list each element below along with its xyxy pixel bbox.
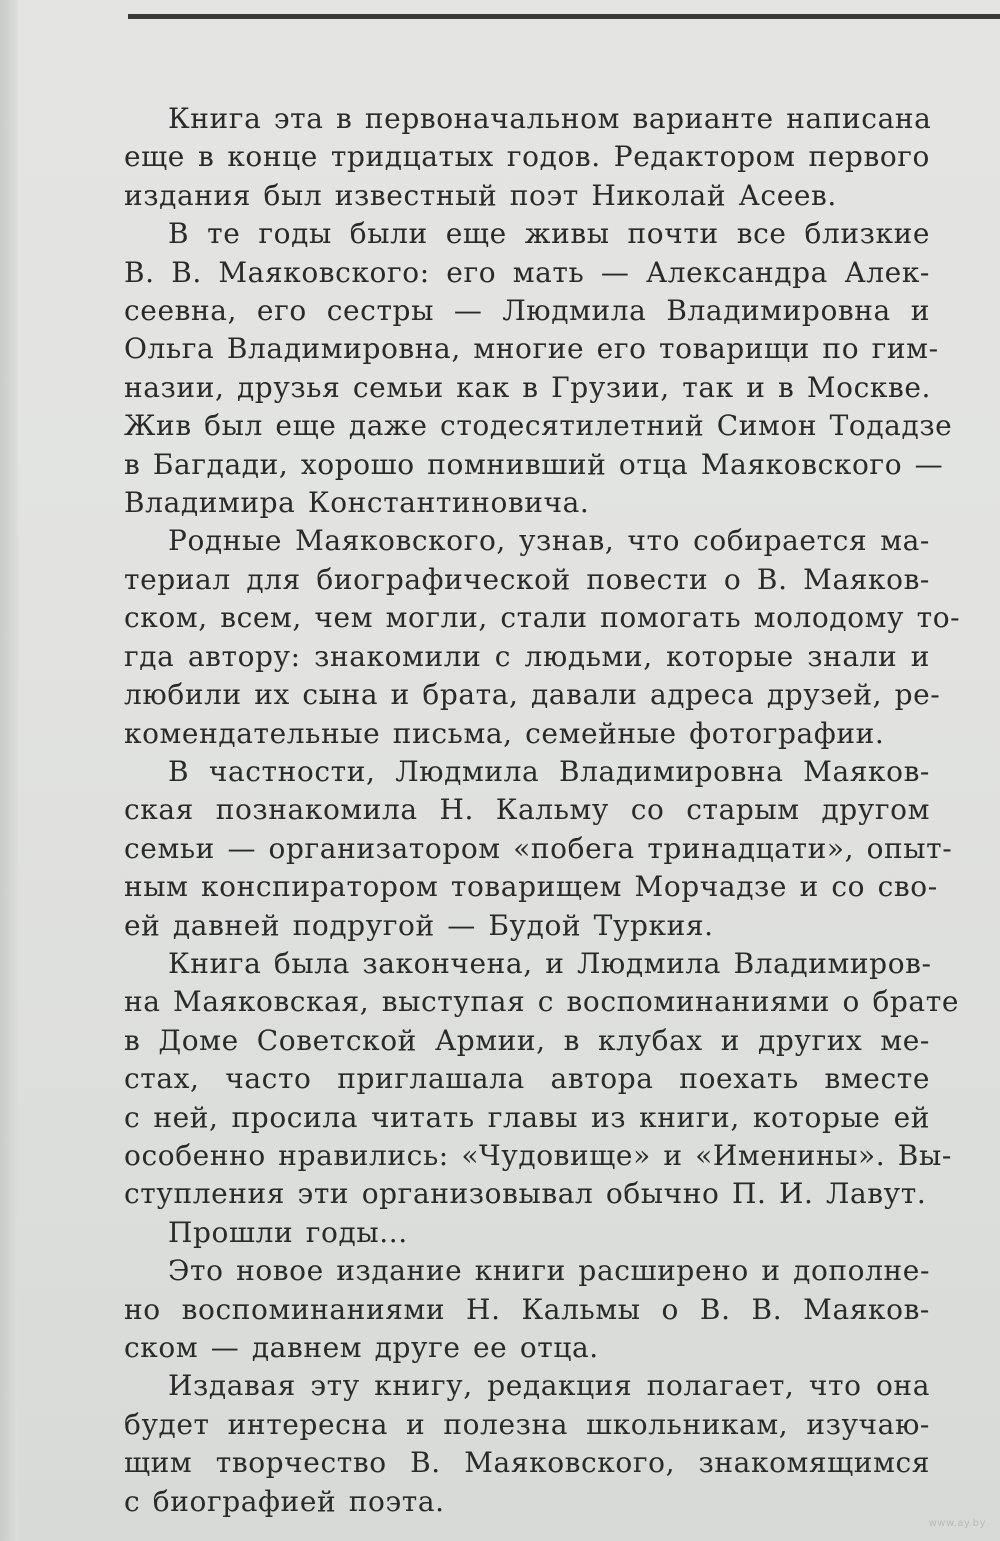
text-line: ском — давнем друге ее отца.	[124, 1331, 599, 1364]
text-line: любили их сына и брата, давали адреса друзей, ре-	[124, 678, 941, 712]
text-line: Жив был еще даже стодесятилетний Симон Тодадзе	[124, 409, 953, 443]
text-line: будет интересна и полезна школьникам, изучаю-	[124, 1407, 930, 1441]
paragraph	[124, 945, 959, 1214]
text-line: в Багдади, хорошо помнивший отца Маяковского —	[124, 447, 944, 481]
text-line: но воспоминаниями Н. Кальмы о В. В. Маяков-	[124, 1292, 930, 1326]
text-line: Издавая эту книгу, редакция полагает, что она	[168, 1369, 930, 1403]
text-line: Владимира Константиновича.	[124, 486, 590, 520]
text-line: с биографией поэта.	[124, 1484, 445, 1518]
text-line: издания был известный поэт Николай Асеев.	[124, 178, 837, 212]
text-line: сеевна, его сестры — Людмила Владимировна и	[124, 294, 930, 328]
text-line: Ольга Владимировна, многие его товарищи по гим-	[124, 332, 939, 366]
paragraph	[124, 100, 930, 215]
text-line: ская познакомила Н. Кальму со старым другом	[124, 793, 930, 827]
text-line: ступления эти организовывал обычно П. И. Лавут.	[124, 1177, 927, 1211]
paragraph	[124, 753, 953, 945]
text-line: с ней, просила читать главы из книги, которые ей	[124, 1100, 930, 1134]
text-line: назии, друзья семьи как в Грузии, так и в Москве.	[124, 370, 932, 404]
top-rule	[128, 14, 1000, 19]
text-line: комендательные письма, семейные фотографии.	[124, 716, 885, 750]
text-line: щим творчество В. Маяковского, знакомящимся	[124, 1446, 930, 1480]
text-line: В. В. Маяковского: его мать — Александра Алек-	[124, 255, 930, 289]
paragraph	[124, 1252, 930, 1367]
text-line: ей давней подругой — Будой Туркия.	[124, 908, 714, 942]
text-line: Прошли годы...	[168, 1215, 408, 1249]
paragraph	[124, 522, 961, 752]
site-watermark: www.ay.by	[928, 1518, 986, 1529]
text-line: ском, всем, чем могли, стали помогать молодому то-	[124, 601, 961, 635]
paragraph	[124, 1214, 930, 1252]
text-line: на Маяковская, выступая с воспоминаниями о брате	[124, 985, 959, 1019]
paragraph	[124, 1367, 930, 1521]
text-line: стах, часто приглашала автора поехать вместе	[124, 1062, 930, 1096]
text-line: териал для биографической повести о В. Маяков-	[124, 562, 930, 596]
text-line: Родные Маяковского, узнав, что собирается ма-	[168, 524, 930, 558]
paragraph	[124, 215, 953, 522]
text-line: Книга эта в первоначальном варианте написана	[168, 102, 932, 135]
text-line: В частности, Людмила Владимировна Маяков-	[168, 754, 930, 788]
text-line: в Доме Советской Армии, в клубах и других ме-	[124, 1023, 930, 1057]
book-preface-text	[124, 100, 961, 1521]
text-line: В те годы были еще живы почти все близкие	[168, 217, 930, 251]
text-line: Это новое издание книги расширено и дополне-	[168, 1254, 930, 1288]
text-line: особенно нравились: «Чудовище» и «Именины». Вы-	[124, 1138, 952, 1172]
text-line: гда автору: знакомили с людьми, которые знали и	[124, 639, 930, 673]
page-edge	[0, 0, 18, 1541]
text-line: ным конспиратором товарищем Морчадзе и со сво-	[124, 870, 938, 904]
text-line: семьи — организатором «побега тринадцати», опыт-	[124, 831, 953, 865]
text-line: Книга была закончена, и Людмила Владимиров-	[168, 946, 932, 980]
text-line: еще в конце тридцатых годов. Редактором первого	[124, 140, 930, 174]
